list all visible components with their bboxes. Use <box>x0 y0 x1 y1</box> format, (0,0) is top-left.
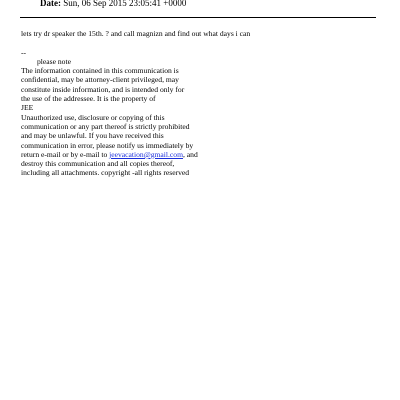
paragraph-gap <box>21 38 250 47</box>
email-date-header <box>40 0 186 8</box>
email-body <box>21 29 250 178</box>
disclaimer-line: confidential, may be attorney-client privileged, may <box>21 75 179 85</box>
disclaimer-line: destroy this communication and all copies thereof, <box>21 159 175 169</box>
date-label: Date: <box>40 0 61 8</box>
signature-note: please note <box>37 56 71 66</box>
disclaimer-line: communication in error, please notify us immediately by <box>21 140 194 150</box>
message-text: lets try dr speaker the 15th. ? and call magnizn and find out what days i can <box>21 29 251 38</box>
disclaimer-line: JEE <box>21 103 34 113</box>
notify-prefix: return e-mail or by e-mail to <box>21 149 110 159</box>
disclaimer-line: and may be unlawful. If you have received this <box>21 131 164 141</box>
disclaimer-line: communication or any part thereof is strictly prohibited <box>21 121 190 131</box>
disclaimer-line: the use of the addressee. It is the property of <box>21 94 156 104</box>
disclaimer-line: constitute inside information, and is intended only for <box>21 84 185 94</box>
disclaimer-line: Unauthorized use, disclosure or copying of this <box>21 112 165 122</box>
disclaimer-notify-line <box>21 150 250 159</box>
disclaimer-line: The information contained in this communication is <box>21 66 179 76</box>
header-divider <box>20 17 376 18</box>
email-link[interactable]: jeevacation@gmail.com <box>109 149 183 159</box>
signature-separator: -- <box>21 47 27 57</box>
date-value: Sun, 06 Sep 2015 23:05:41 +0000 <box>63 0 187 8</box>
disclaimer-line: including all attachments. copyright -all rights reserved <box>21 168 190 178</box>
notify-suffix: , and <box>182 149 198 159</box>
